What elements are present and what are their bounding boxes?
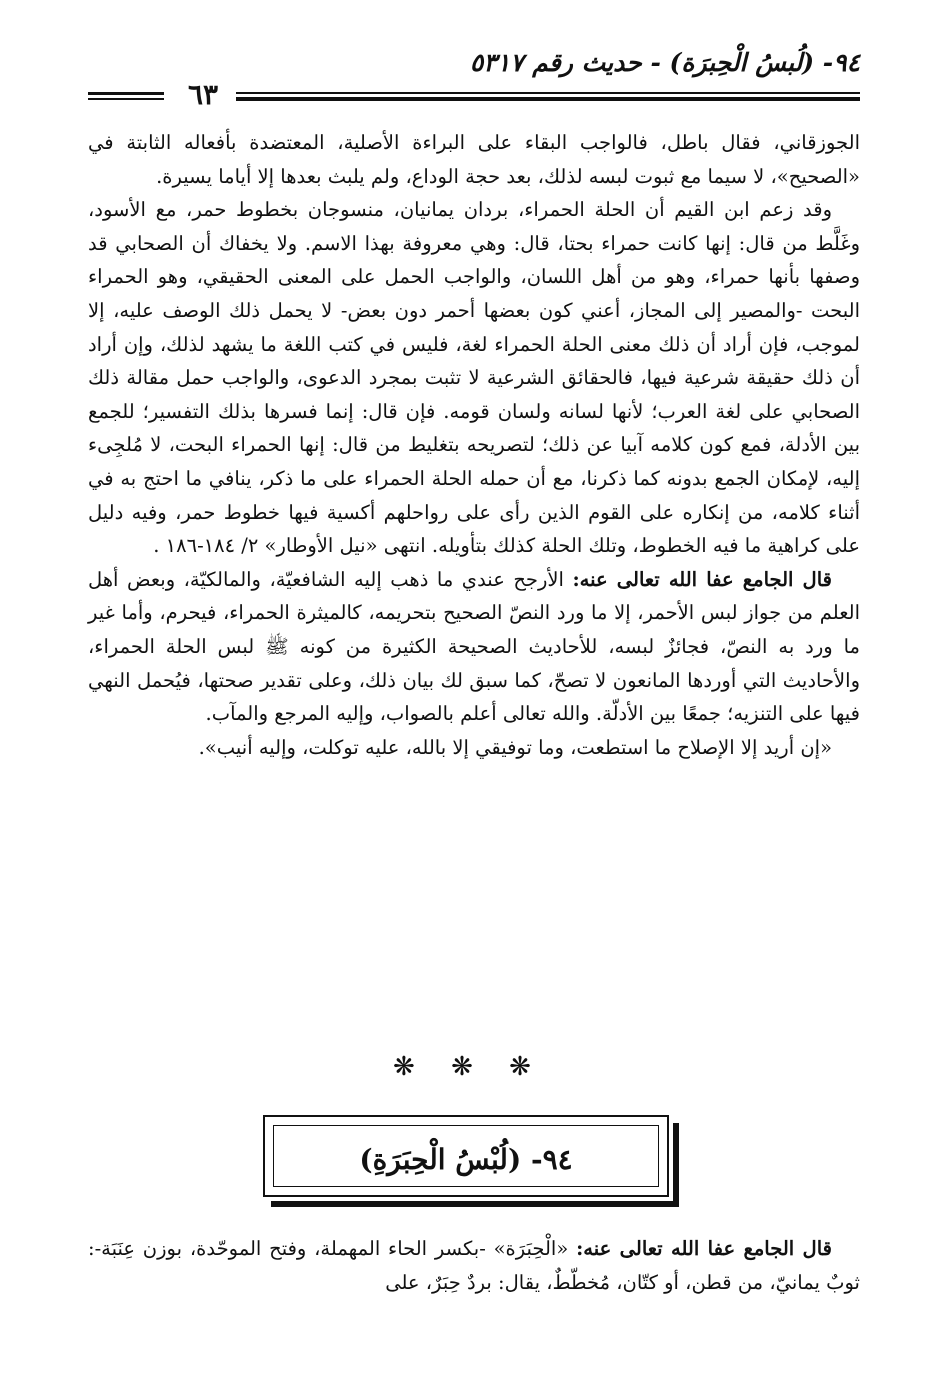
section-text: [88, 1232, 860, 1299]
section-separator: ❋ ❋ ❋: [393, 1052, 545, 1082]
running-title: ٩٤- (لُبسُ الْحِبرَة) - حديث رقم ٥٣١٧: [469, 48, 860, 77]
header-rule-left: [88, 92, 164, 100]
page-header: [88, 48, 860, 111]
closing-quote: «إن أريد إلا الإصلاح ما استطعت، وما توفيقي إلا بالله، عليه توكلت، وإليه أنيب».: [198, 735, 832, 759]
paragraph-lead: قال الجامع عفا الله تعالى عنه:: [572, 567, 832, 591]
page-number: ٦٣: [188, 78, 219, 111]
section-heading-box: [263, 1115, 669, 1197]
paragraph: قال الجامع عفا الله تعالى عنه: «الْحِبَرَة» -بكسر الحاء المهملة، وفتح الموحّدة، بوزن عِنَبَة-: ثوبٌ يمانيّ، من قطن، أو كتّان، مُخطّطٌ، يقال: بردٌ حِبَرٌ، على: [88, 1237, 860, 1294]
paragraph: قال الجامع عفا الله تعالى عنه: الأرجح عندي ما ذهب إليه الشافعيّة، والمالكيّة، وبعض أهل العلم من جواز لبس الأحمر، إلا ما ورد النصّ الصحيح بتحريمه، كالميثرة الحمراء، فيحرم، وأما غير ما ورد به النصّ، فجائزٌ لبسه، للأحاديث الصحيحة الكثيرة من كونه ﷺ لبس الحلة الحمراء، والأحاديث التي أوردها المانعون لا تصحّ، كما سبق لك بيان ذلك، وعلى تقدير صحتها، فيُحمل النهي فيها على التنزيه؛ جمعًا بين الأدلّة. والله تعالى أعلم بالصواب، وإليه المرجع والمآب.: [88, 567, 860, 726]
paragraph: الجوزقاني، فقال باطل، فالواجب البقاء على البراءة الأصلية، المعتضدة بأفعاله الثابتة في «الصحيح»، لا سيما مع ثبوت لبسه لذلك، بعد حجة الوداع، ولم يلبث بعدها إلا أياما يسيرة.: [88, 131, 860, 188]
paragraph: وقد زعم ابن القيم أن الحلة الحمراء، بردان يمانيان، منسوجان بخطوط حمر، مع الأسود، وغَلَّط من قال: إنها كانت حمراء بحتا، قال: وهي معروفة بهذا الاسم. ولا يخفاك أن الصحابي قد وصفها بأنها حمراء، وهو من أهل اللسان، والواجب الحمل على المعنى الحقيقي، وهو الحمراء البحت -والمصير إلى المجاز، أعني كون بعضها أحمر دون بعض- لا يحمل ذلك الوصف عليه، إلا لموجب، فإن أراد أن ذلك معنى الحلة الحمراء لغة، فليس في كتب اللغة ما يشهد لذلك، وإن أراد أن ذلك حقيقة شرعية فيها، فالحقائق الشرعية لا تثبت بمجرد الدعوى، والواجب حمل مقالة ذلك الصحابي على لغة العرب؛ لأنها لسانه ولسان قومه. فإن قال: إنما فسرها بذلك التفسير؛ للجمع بين الأدلة، فمع كون كلامه آبيا عن ذلك؛ لتصريحه بتغليط من قال: إنها الحمراء البحت، لا مُلجِىء إليه، لإمكان الجمع بدونه كما ذكرنا، مع أن حمله الحلة الحمراء على ما ذكر، ينافي ما احتج به في أثناء كلامه، من إنكاره على القوم الذين رأى على رواحلهم أكسية فيها خطوط حمر، وفيه دليل على كراهية ما فيه الخطوط، وتلك الحلة كذلك بتأويله. انتهى «نيل الأوطار» ٢/ ١٨٤-١٨٦ .: [88, 198, 860, 558]
main-text: [88, 126, 860, 764]
header-rule-right: [236, 92, 860, 101]
section-heading: ٩٤- (لُبْسُ الْحِبَرَةِ): [359, 1143, 573, 1176]
paragraph-lead: قال الجامع عفا الله تعالى عنه:: [576, 1237, 832, 1260]
